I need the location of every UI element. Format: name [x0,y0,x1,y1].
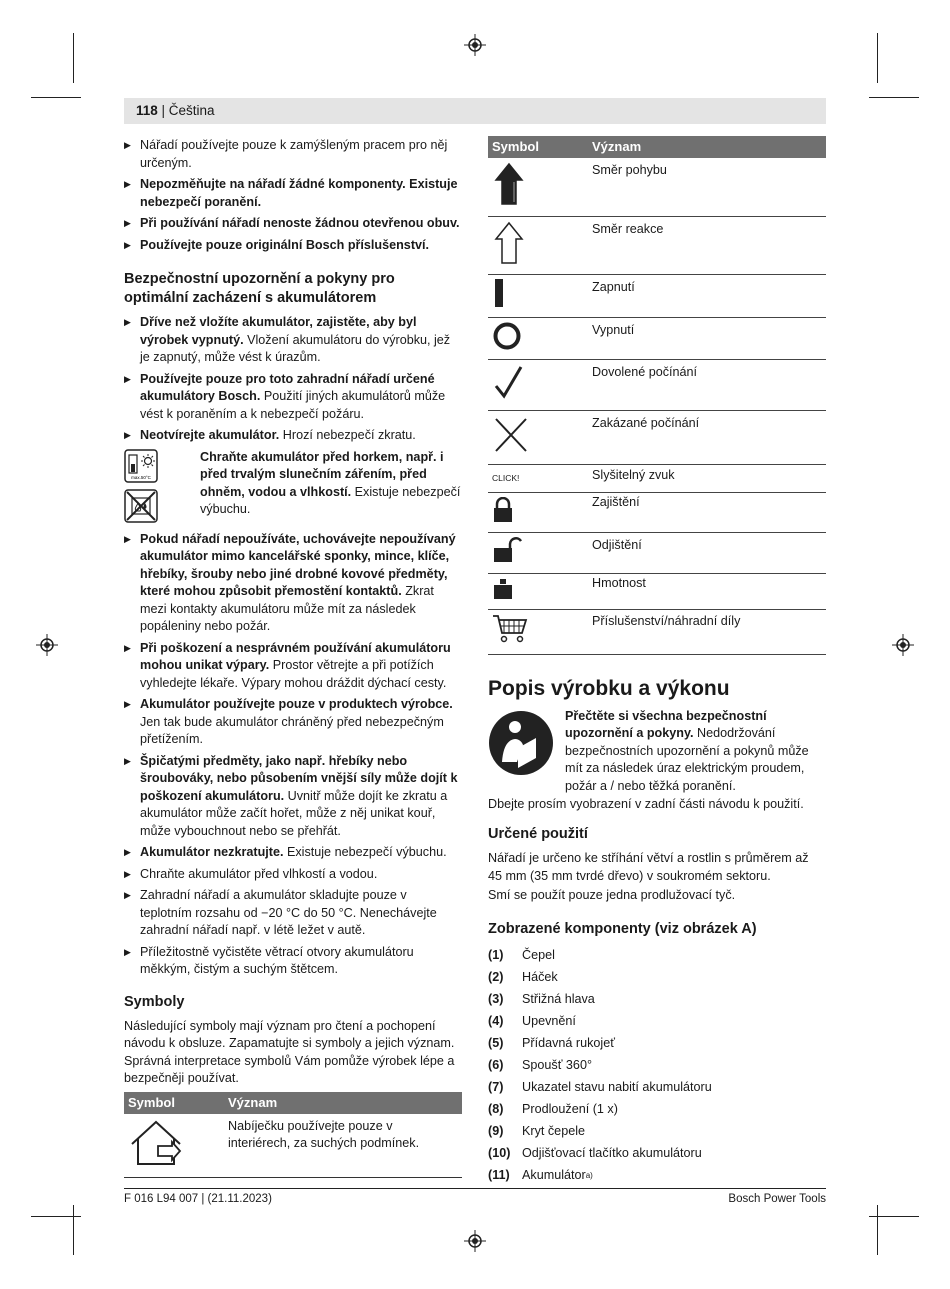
table-row: Směr pohybu [488,158,826,216]
crop-mark [869,1216,919,1217]
max-temp-label: max.50°C [131,474,151,480]
battery-safety-list [124,314,462,445]
registration-mark-icon [36,634,58,656]
table-row: Zajištění [488,492,826,533]
component-label: Odjišťovací tlačítko akumulátoru [522,1145,702,1160]
symbol-column-header: Symbol [124,1092,224,1114]
crop-mark [877,1205,878,1255]
component-label: Čepel [522,947,555,962]
language-label: Čeština [168,103,215,118]
components-list [488,947,826,1185]
page-header: 118 | Čeština [124,98,826,124]
component-item [488,947,826,965]
component-number: (9) [488,1123,504,1138]
extension-note: Smí se použít pouze jedna prodlužovací tyč. [488,888,736,902]
symbols-intro: Následující symboly mají význam pro čtení a pochopení návodu k obsluze. Zapamatujte si symboly a jejich význam. Správná interpretace symbolů Vám pomůže výrobek lépe a bezpečněji používat. [124,1018,455,1085]
list-item: ▶ Akumulátor nezkratujte. Existuje nebezpečí výbuchu. [124,844,462,862]
table-row: Dovolené počínání [488,360,826,411]
crop-mark [31,1216,81,1217]
component-item [488,1123,826,1141]
list-item: ▶ Při poškození a nesprávném používání akumulátoru mohou unikat výpary. Prostor větrejte a při potížích vyhledejte lékaře. Výpary mohou dráždit dýchací cesty. [124,640,462,693]
list-item: ▶ Používejte pouze originální Bosch příslušenství. [124,237,462,255]
crop-mark [73,1205,74,1255]
indoor-meaning: Nabíječku používejte pouze v interiérech, za suchých podmínek. [224,1114,462,1178]
product-heading: Popis výrobku a výkonu [488,676,730,700]
battery-storage-list [124,531,462,979]
list-item: ▶ Při používání nářadí nenoste žádnou otevřenou obuv. [124,215,462,233]
component-label: Přídavná rukojeť [522,1035,615,1050]
component-item [488,1101,826,1119]
component-label: Prodloužení (1 x) [522,1101,618,1116]
component-item [488,1035,826,1053]
component-label: Akumulátor [522,1167,586,1182]
component-number: (2) [488,969,504,984]
crop-mark [869,97,919,98]
left-column [124,137,462,1178]
table-row: Hmotnost [488,573,826,610]
list-item: ▶ Dříve než vložíte akumulátor, zajistěte, aby byl výrobek vypnutý. Vložení akumulátoru do výrobku, jež je zapnutý, může vést k úrazům. [124,314,462,367]
crop-mark [877,33,878,83]
component-number: (8) [488,1101,504,1116]
footer-brand: Bosch Power Tools [728,1193,826,1205]
list-item: ▶ Pokud nářadí nepoužíváte, uchovávejte nepoužívaný akumulátor mimo kancelářské sponky, mince, klíče, hřebíky, šrouby nebo jiné drobné kovové předměty, které mohou způsobit přemostění kontaktů. Zkrat mezi kontakty akumulátoru může mít za následek popáleniny nebo požár. [124,531,462,636]
read-instructions-text: Přečtěte si všechna bezpečnostní upozornění a pokyny. Nedodržování bezpečnostních upozornění a pokynů může mít za následek úraz elektrickým proudem, požár a / nebo těžká poranění. [565,708,809,793]
intended-use-heading: Určené použití [488,826,588,842]
component-item [488,1167,826,1185]
intended-use-text: Nářadí je určeno ke stříhání větví a rostlin s průměrem až 45 mm (35 mm tvrdé dřevo) v soukromém sektoru. [488,851,809,883]
footer-rule [124,1188,826,1189]
page-number: 118 [136,103,158,118]
product-note: Dbejte prosím vyobrazení v zadní části návodu k použití. [488,796,804,811]
symbols-table-right [488,136,826,655]
list-item: ▶ Příležitostně vyčistěte větrací otvory akumulátoru měkkým, čistým a suchým štětcem. [124,944,462,979]
cross-icon [492,415,530,455]
component-label: Ukazatel stavu nabití akumulátoru [522,1079,712,1094]
off-icon [492,322,522,350]
table-row: Příslušenství/náhradní díly [488,610,826,655]
check-icon [492,364,526,400]
list-item: ▶ Nepozměňujte na nářadí žádné komponenty. Existuje nebezpečí poranění. [124,176,462,211]
registration-mark-icon [464,1230,486,1252]
components-heading: Zobrazené komponenty (viz obrázek A) [488,920,757,937]
component-number: (4) [488,1013,504,1028]
heat-warning-text: Chraňte akumulátor před horkem, např. i před trvalým slunečním zářením, před ohněm, vodou a vlhkostí. Existuje nebezpečí výbuchu. [200,449,461,516]
symbols-table-left [124,1092,462,1179]
component-label: Střižná hlava [522,991,595,1006]
meaning-column-header: Význam [588,136,826,158]
crop-mark [31,97,81,98]
lock-icon [492,497,514,523]
list-item: ▶ Akumulátor používejte pouze v produktech výrobce. Jen tak bude akumulátor chráněný před nebezpečným přetížením. [124,696,462,749]
click-icon: CLICK! [492,473,520,483]
component-label: Háček [522,969,558,984]
unlock-icon [492,537,522,563]
list-item: ▶ Nářadí používejte pouze k zamýšleným pracem pro něj určeným. [124,137,462,172]
component-number: (10) [488,1145,511,1160]
component-number: (5) [488,1035,504,1050]
registration-mark-icon [892,634,914,656]
table-row [124,1114,462,1178]
battery-safety-heading: Bezpečnostní upozornění a pokyny pro optimální zacházení s akumulátorem [124,271,395,306]
arrow-filled-icon [492,162,526,206]
component-label: Kryt čepele [522,1123,585,1138]
component-item [488,1013,826,1031]
symbol-column-header: Symbol [488,136,588,158]
component-number: (3) [488,991,504,1006]
weight-icon [492,578,514,600]
component-item [488,1079,826,1097]
heat-warning-block [124,449,462,527]
component-label: Spoušť 360° [522,1057,592,1072]
list-item: ▶ Špičatými předměty, jako např. hřebíky nebo šroubováky, nebo působením vnější síly může dojít k poškození akumulátoru. Uvnitř může dojít ke zkratu a akumulátor může začít hořet, může z něj unikat kouř, může vybouchnout nebo se přehřát. [124,753,462,841]
registration-mark-icon [464,34,486,56]
component-number: (7) [488,1079,504,1094]
footnote-marker: a) [585,1170,593,1180]
list-item: ▶ Zahradní nářadí a akumulátor skladujte pouze v teplotním rozsahu od −20 °C do 50 °C. Nenechávejte zahradní nářadí např. v létě ležet v autě. [124,887,462,940]
tool-safety-list [124,137,462,254]
footer-code: F 016 L94 007 | (21.11.2023) [124,1193,272,1205]
table-row: Zapnutí [488,275,826,318]
read-manual-icon [488,710,554,776]
component-label: Upevnění [522,1013,576,1028]
table-row: Zakázané počínání [488,410,826,465]
component-item [488,1057,826,1075]
table-row: Směr reakce [488,216,826,275]
meaning-column-header: Význam [224,1092,462,1114]
component-item [488,969,826,987]
list-item: ▶ Neotvírejte akumulátor. Hrozí nebezpečí zkratu. [124,427,462,445]
read-instructions-block [488,708,826,796]
arrow-outline-icon [492,221,526,265]
component-number: (11) [488,1167,510,1182]
crop-mark [73,33,74,83]
no-fire-water-icon [124,489,158,523]
component-item [488,991,826,1009]
symbols-heading: Symboly [124,993,185,1010]
table-row: Odjištění [488,533,826,574]
table-row: CLICK! Slyšitelný zvuk [488,465,826,493]
indoor-house-icon [128,1118,188,1168]
cart-icon [492,614,528,644]
heat-sun-icon [124,449,158,483]
table-row: Vypnutí [488,317,826,360]
list-item: ▶ Používejte pouze pro toto zahradní nářadí určené akumulátory Bosch. Použití jiných akumulátorů může vést k poraněním a k nebezpečí požáru. [124,371,462,424]
component-number: (6) [488,1057,504,1072]
list-item: ▶ Chraňte akumulátor před vlhkostí a vodou. [124,866,462,884]
component-number: (1) [488,947,504,962]
right-column [488,136,826,1189]
component-item [488,1145,826,1163]
on-icon [492,279,506,307]
